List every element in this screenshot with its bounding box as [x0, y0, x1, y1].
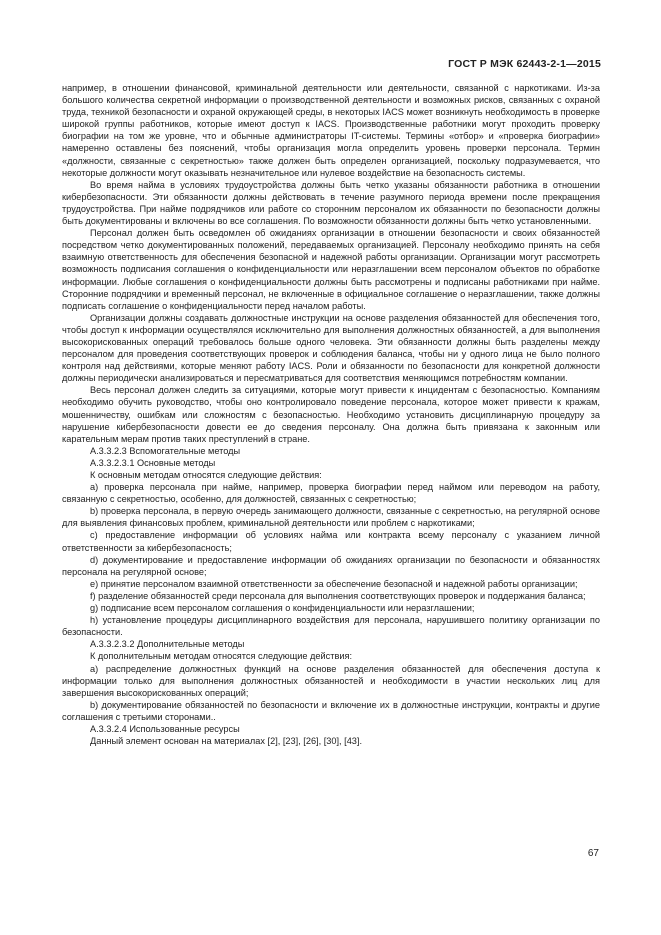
list-item: b) проверка персонала, в первую очередь занимающего должности, связанные с секретностью, на регулярной основе для выявления финансовых проблем, криминальной деятельности или проблем с наркотиками; — [62, 506, 600, 529]
section-heading: А.3.3.2.3.2 Дополнительные методы — [90, 639, 245, 650]
section-heading: А.3.3.2.3 Вспомогательные методы — [90, 445, 241, 456]
paragraph: К основным методам относятся следующие действия: — [90, 470, 322, 480]
paragraph: Персонал должен быть осведомлен об ожиданиях организации в отношении безопасности и своих обязанностей посредством четко документированных положений, передаваемых организацией. Персоналу необходимо принять на себя взаимную ответственность для обеспечения безопасной и надежной работы организации. Организации могут рассмотреть возможность подписания соглашения о конфиденциальности или неразглашении всем персоналом объектов по обработке информации. Любые соглашения о конфиденциальности должны быть рассмотрены и подписаны работниками при найме. Сторонние подрядчики и временный персонал, не включенные в официальное соглашение о неразглашении, также должны подписать соглашение о конфиденциальности перед началом работы. — [62, 228, 600, 311]
list-item: g) подписание всем персоналом соглашения о конфиденциальности или неразглашении; — [90, 603, 475, 614]
paragraph: Данный элемент основан на материалах [2], [23], [26], [30], [43]. — [90, 736, 363, 747]
list-item: d) документирование и предоставление информации об ожиданиях организации по безопасности и обязанностях персонала на регулярной основе; — [62, 554, 600, 577]
list-item: f) разделение обязанностей среди персонала для выполнения соответствующих проверок и поддержания баланса; — [90, 590, 586, 601]
paragraph: Организации должны создавать должностные инструкции на основе разделения обязанностей для обеспечения того, чтобы доступ к информации осуществлялся исключительно для выполнения должностных обязанностей, а для выполнения высокорискованных операций требовалось больше одного человека. Эти обязанности должны быть разделены между персоналом для проведения соответствующих проверок и соблюдения баланса, чтобы ни у одного лица не было полного контроля над действиями, которые меняют работу IACS. Роли и обязанности по безопасности для конкретной должности должны периодически анализироваться и пересматриваться для соответствия меняющимся потребностям компании. — [62, 312, 600, 384]
paragraph: например, в отношении финансовой, криминальной деятельности или деятельности, связанной с наркотиками. Из-за большого количества секретной информации о производственной деятельности и возможных рисков, связанных с охраной труда, техникой безопасности и охраной окружающей среды, в некоторых IACS может возникнуть необходимость в проверке широкой группы работников, которые имеют доступ к IACS. Производственные работники могут проходить проверку биографии на том же уровне, что и обычные администраторы IT-системы. Термины «отбор» и «проверка биографии» намеренно оставлены без пояснений, чтобы организация могла определить уровень проверки персонала. Термин «должности, связанные с секретностью» также должен быть определен организацией, поскольку подразумевается, что некоторые должности могут оказывать незначительное или нулевое воздействие на безопасность системы. — [62, 83, 600, 178]
page-body — [62, 82, 600, 747]
paragraph: К дополнительным методам относятся следующие действия: — [90, 651, 352, 662]
list-item: a) проверка персонала при найме, например, проверка биографии перед наймом или переводом на работу, связанную с секретностью, особенно, для должностей, связанных с секретностью; — [62, 482, 600, 505]
list-item: a) распределение должностных функций на основе разделения обязанностей для обеспечения доступа к информации только для выполнения должностных обязанностей и необходимости в участии нескольких лиц для завершения высокорискованных операций; — [62, 663, 600, 698]
list-item: e) принятие персоналом взаимной ответственности за обеспечение безопасной и надежной работы организации; — [90, 578, 578, 589]
section-heading: А.3.3.2.4 Использованные ресурсы — [90, 723, 240, 734]
list-item: b) документирование обязанностей по безопасности и включение их в должностные инструкции, контракты и другие соглашения с третьими сторонами.. — [62, 699, 600, 722]
list-item: h) установление процедуры дисциплинарного воздействия для персонала, нарушившего политику организации по безопасности. — [62, 615, 600, 638]
section-heading: А.3.3.2.3.1 Основные методы — [90, 457, 216, 468]
list-item: c) предоставление информации об условиях найма или контракта всему персоналу с указанием личной ответственности за кибербезопасность; — [62, 530, 600, 553]
page-number: 67 — [587, 848, 599, 859]
paragraph: Во время найма в условиях трудоустройства должны быть четко указаны обязанности работника в отношении кибербезопасности. Эти обязанности должны действовать в течение разумного периода времени после прекращения трудоустройства. При найме подрядчиков или работе со сторонним персоналом их обязанности по безопасности должны быть документированы и включены во все соглашения. По возможности обязанности должны быть четко установленными. — [62, 179, 600, 227]
document-header: ГОСТ Р МЭК 62443-2-1—2015 — [448, 58, 601, 70]
paragraph: Весь персонал должен следить за ситуациями, которые могут привести к инцидентам с безопасностью. Компаниям необходимо обучить руководство, чтобы оно контролировало поведение персонала, которое может привести к кражам, мошенничеству, ошибкам или сложностям с безопасностью. Необходимо установить дисциплинарную процедуру за нарушение кибербезопасности довести ее до сведения персоналу. Она должна быть привязана к законным или карательным мерам против таких преступлений в стране. — [62, 385, 600, 444]
